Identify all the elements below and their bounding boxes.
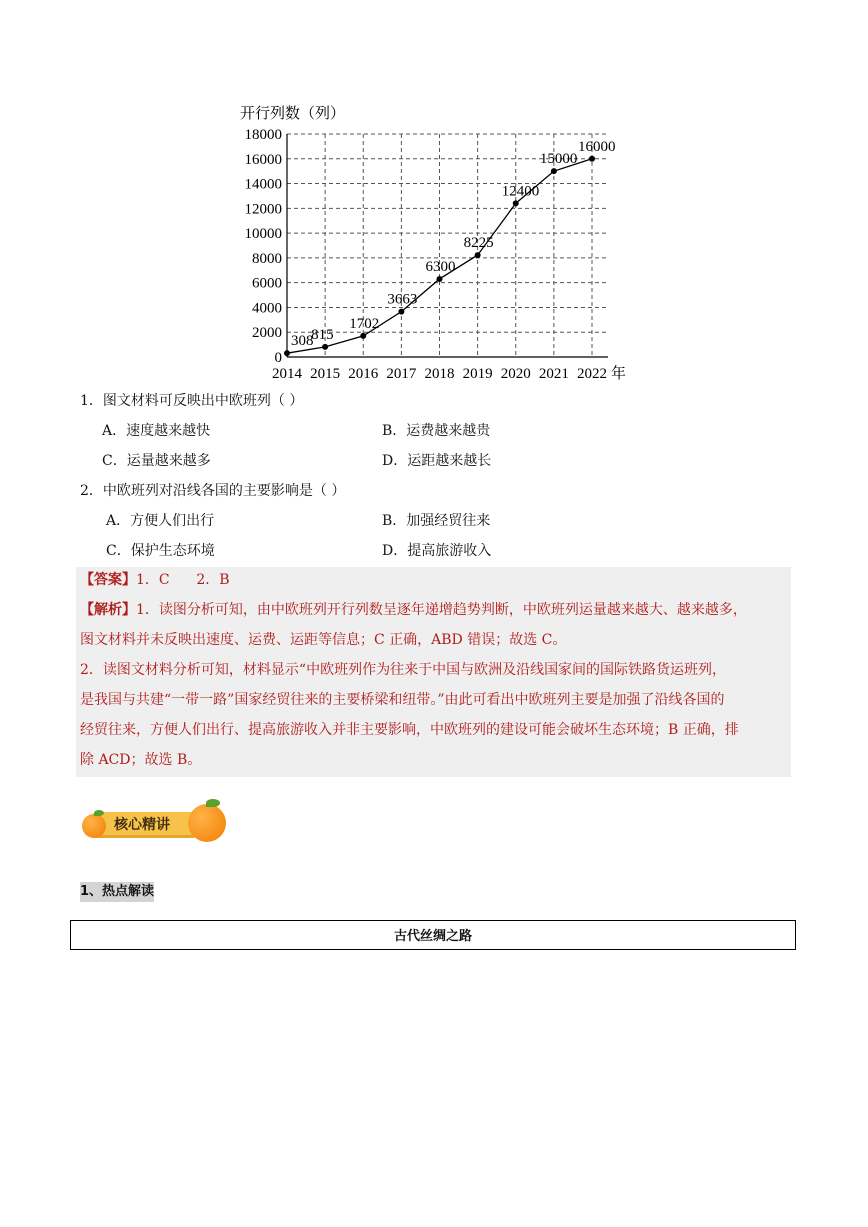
- y-tick-label: 10000: [244, 226, 282, 243]
- data-point: [322, 344, 328, 350]
- table-header: [70, 920, 796, 950]
- data-label: 815: [311, 326, 334, 343]
- q2-option-a: A．方便人们出行: [106, 513, 215, 529]
- data-point: [398, 309, 404, 315]
- analysis-line-1: [80, 600, 747, 620]
- question-2-stem: 2．中欧班列对沿线各国的主要影响是（ ）: [80, 483, 346, 499]
- data-label: 1702: [349, 315, 380, 332]
- x-tick-label: 2019: [462, 366, 493, 382]
- line-chart: [232, 96, 652, 386]
- orange-icon-right: [188, 804, 226, 842]
- y-tick-label: 8000: [252, 250, 282, 267]
- data-labels: [291, 139, 616, 349]
- q2-option-c: C．保护生态环境: [106, 543, 215, 559]
- data-label: 308: [291, 333, 314, 350]
- y-tick-label: 12000: [244, 201, 282, 218]
- q1-option-d: D．运距越来越长: [382, 453, 492, 469]
- y-tick-label: 4000: [252, 300, 282, 317]
- x-tick-label: 2020: [500, 366, 531, 382]
- y-tick-label: 14000: [244, 176, 282, 193]
- data-point: [513, 200, 519, 206]
- x-tick-label: 2017: [386, 366, 417, 382]
- data-point: [284, 350, 290, 356]
- chart-axes: [287, 134, 608, 357]
- data-label: 16000: [578, 138, 616, 155]
- analysis-line-3: 2．读图文材料分析可知，材料显示“中欧班列作为往来于中国与欧洲及沿线国家间的国际铁路货运班列，: [80, 662, 727, 678]
- data-label: 12400: [501, 183, 540, 200]
- badge-label: 核心精讲: [114, 817, 170, 833]
- q1-option-b: B．运费越来越贵: [382, 423, 491, 439]
- y-tick-label: 6000: [252, 275, 282, 292]
- y-tick-label: 0: [274, 350, 282, 366]
- y-tick-label: 2000: [252, 325, 282, 342]
- data-point: [437, 276, 443, 282]
- data-label: 15000: [539, 151, 578, 168]
- leaf-icon-left: [94, 810, 104, 816]
- q1-option-a: A．速度越来越快: [102, 423, 211, 439]
- q2-option-d: D．提高旅游收入: [382, 543, 492, 559]
- question-1-stem: 1．图文材料可反映出中欧班列（ ）: [80, 393, 304, 409]
- section-heading: 1、热点解读: [80, 882, 154, 902]
- y-axis-label: 开行列数（列）: [240, 106, 346, 122]
- orange-icon-left: [82, 814, 106, 838]
- data-label: 8225: [463, 235, 494, 252]
- y-tick-label: 16000: [244, 151, 282, 168]
- data-point: [551, 168, 557, 174]
- answer-label: 【答案】: [80, 572, 136, 588]
- y-tick-label: 18000: [244, 127, 282, 143]
- analysis-text-1: 1．读图分析可知，由中欧班列开行列数呈逐年递增趋势判断，中欧班列运量越来越大、越来越多，: [136, 602, 747, 618]
- core-explanation-badge: [80, 800, 228, 846]
- x-tick-label: 2018: [424, 366, 455, 382]
- data-point: [475, 252, 481, 258]
- x-tick-label: 2016: [348, 366, 379, 382]
- q1-option-c: C．运量越来越多: [102, 453, 211, 469]
- x-tick-label: 2021: [538, 366, 569, 382]
- data-point: [589, 156, 595, 162]
- table-title: 古代丝绸之路: [393, 929, 472, 944]
- analysis-line-2: 图文材料并未反映出速度、运费、运距等信息；C 正确，ABD 错误；故选 C。: [80, 632, 567, 648]
- analysis-line-4: 是我国与共建“一带一路”国家经贸往来的主要桥梁和纽带。”由此可看出中欧班列主要是加强了沿线各国的: [80, 692, 725, 708]
- data-label: 6300: [425, 258, 456, 275]
- answer-text: 1．C 2．B: [136, 572, 230, 588]
- answer-line: [80, 570, 230, 590]
- data-label: 3663: [387, 291, 418, 308]
- analysis-line-5: 经贸往来，方便人们出行、提高旅游收入并非主要影响，中欧班列的建设可能会破坏生态环境；B 正确，排: [80, 722, 739, 738]
- y-tick-labels: [245, 127, 283, 366]
- leaf-icon-right: [206, 799, 220, 807]
- analysis-line-6: 除 ACD；故选 B。: [80, 752, 202, 768]
- analysis-label: 【解析】: [80, 602, 136, 618]
- x-unit-label: 年: [611, 366, 627, 382]
- data-point: [360, 333, 366, 339]
- x-tick-labels: [272, 364, 626, 382]
- x-tick-label: 2015: [310, 366, 341, 382]
- x-tick-label: 2022: [577, 366, 607, 382]
- chart-grid: [287, 134, 608, 357]
- q2-option-b: B．加强经贸往来: [382, 513, 491, 529]
- x-tick-label: 2014: [272, 366, 302, 382]
